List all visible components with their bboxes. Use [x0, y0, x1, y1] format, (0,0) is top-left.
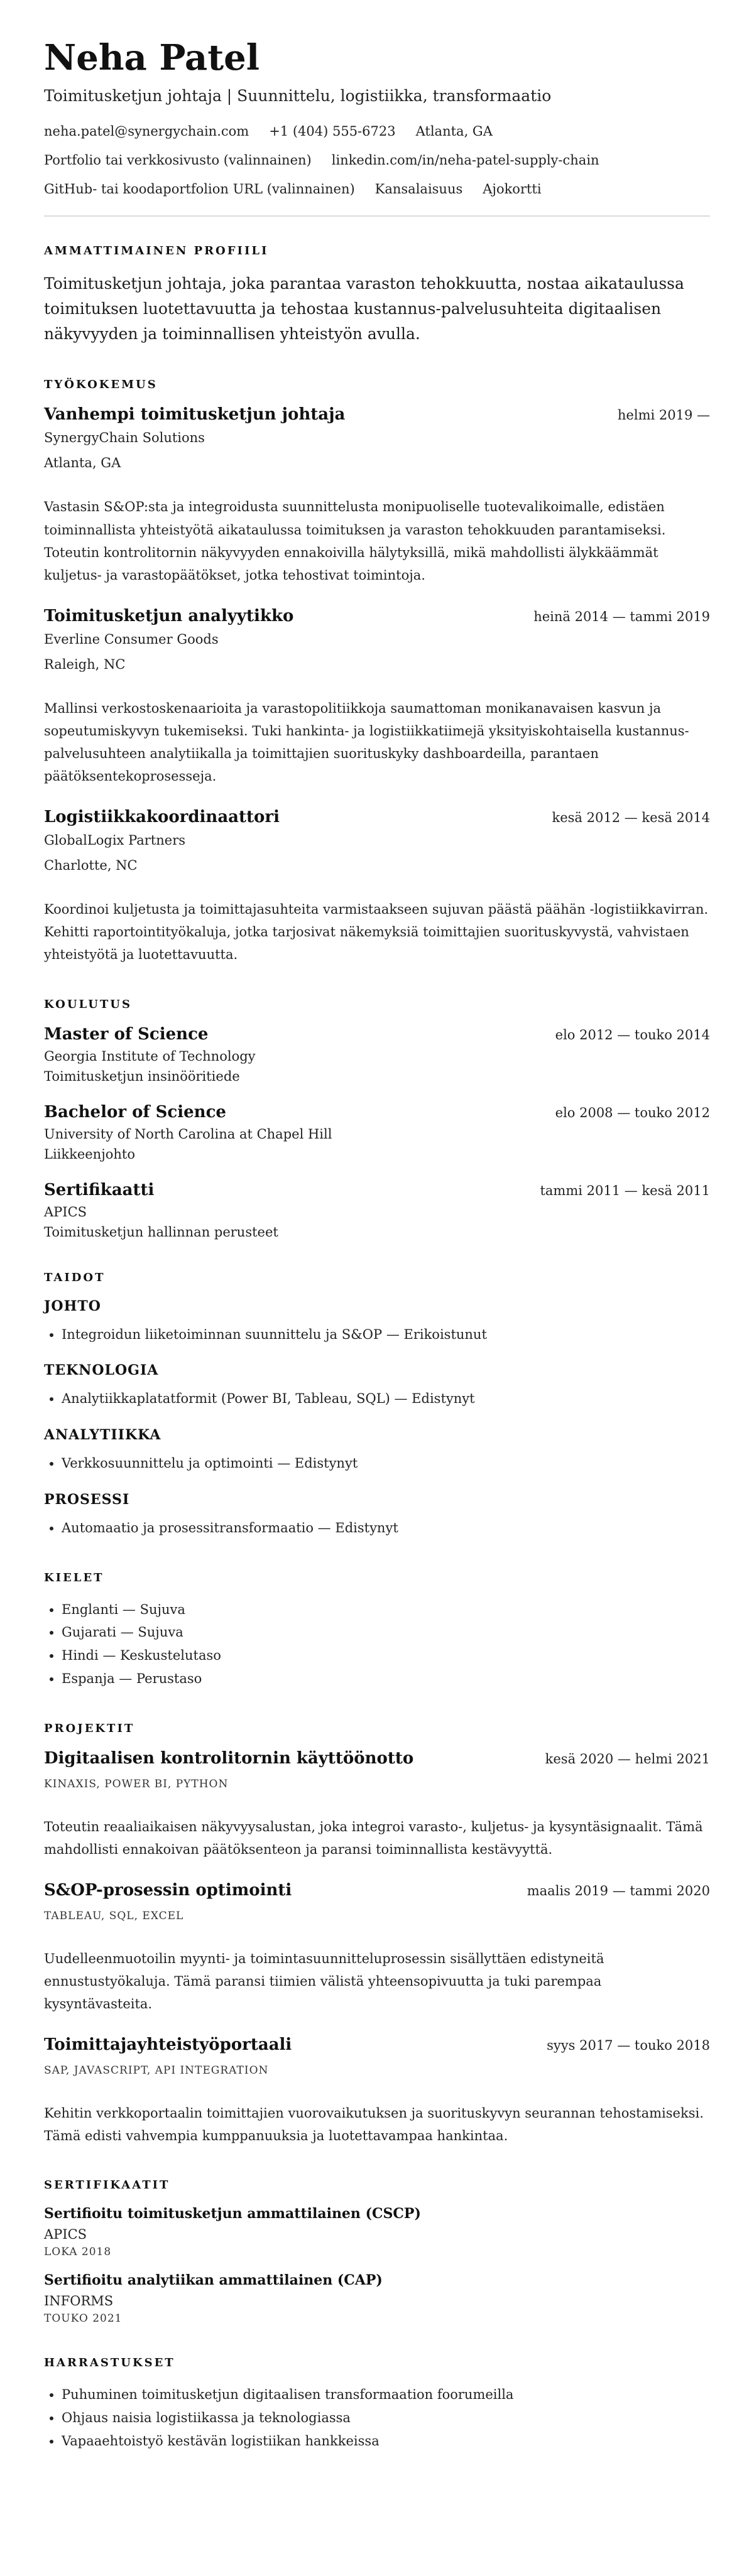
section-title-profile: AMMATTIMAINEN PROFIILI	[44, 244, 269, 258]
certification-date: TOUKO 2021	[44, 2312, 123, 2325]
contact-row-3	[44, 181, 710, 197]
job-location: Charlotte, NC	[44, 858, 138, 874]
degree-title: Sertifikaatti	[44, 1180, 155, 1199]
contact-drivers-license: Ajokortti	[483, 181, 542, 197]
section-title-projects: PROJEKTIT	[44, 1721, 135, 1735]
profile-section	[44, 244, 710, 347]
degree-field: Liikkeenjohto	[44, 1146, 135, 1162]
resume-header	[44, 38, 710, 197]
project-dates: maalis 2019 — tammi 2020	[527, 1883, 710, 1898]
section-title-certifications: SERTIFIKAATIT	[44, 2178, 170, 2192]
skill-list	[44, 1387, 710, 1410]
degree-dates: tammi 2011 — kesä 2011	[540, 1182, 710, 1198]
school-name: Georgia Institute of Technology	[44, 1048, 256, 1064]
job-location: Raleigh, NC	[44, 656, 126, 672]
language-item: • Hindi — Keskustelutaso	[62, 1644, 710, 1667]
job-description: Mallinsi verkostoskenaarioita ja varastopolitiikkoja saumattoman monikanavaisen kasvun ja sopeutumiskyvyn tukemiseksi. Tuki hankinta- ja logistiikkatiimejä yksityiskohtaisella kustannus-palvelusuhteen analytiikalla ja toimittajien suorituskyky dashboardeilla, parantaen päätöksentekoprosesseja.	[44, 700, 689, 784]
header-divider	[44, 215, 710, 217]
education-entry	[44, 1103, 710, 1162]
job-dates: heinä 2014 — tammi 2019	[533, 609, 710, 624]
project-entry	[44, 1881, 710, 2015]
degree-title: Bachelor of Science	[44, 1102, 226, 1122]
job-description: Vastasin S&OP:sta ja integroidusta suunnittelusta monipuoliselle tuotevalikoimalle, edistäen toiminnallista yhteistyötä aikataulussa toimituksen ja varaston tehokkuuden parantamiseksi. Toteutin kontrolitornin näkyvyyden ennakoivilla hälytyksillä, mikä mahdollisti älykkäämmät kuljetus- ja varastopäätökset, jotka tehostivat toimintoja.	[44, 499, 666, 583]
projects-section	[44, 1722, 710, 2148]
school-name: University of North Carolina at Chapel Hill	[44, 1126, 332, 1142]
hobby-item: • Ohjaus naisia logistiikassa ja teknologiassa	[62, 2406, 710, 2430]
skill-list	[44, 1323, 710, 1346]
school-name: APICS	[44, 1204, 87, 1220]
contact-portfolio[interactable]: Portfolio tai verkkosivusto (valinnainen)	[44, 153, 312, 168]
hobby-item: • Vapaaehtoistyö kestävän logistiikan hankkeissa	[62, 2430, 710, 2453]
hobbies-section	[44, 2356, 710, 2452]
job-title: Logistiikkakoordinaattori	[44, 808, 280, 827]
person-name: Neha Patel	[44, 37, 260, 78]
project-tech: SAP, JAVASCRIPT, API INTEGRATION	[44, 2064, 269, 2077]
skill-item: • Verkkosuunnittelu ja optimointi — Edistynyt	[62, 1452, 710, 1475]
profile-summary: Toimitusketjun johtaja, joka parantaa varaston tehokkuutta, nostaa aikataulussa toimituksen luotettavuutta ja tehostaa kustannus-palvelusuhteita digitaalisen näkyvyyden ja toiminnallisen yhteistyön avulla.	[44, 274, 684, 344]
skills-section	[44, 1271, 710, 1540]
certifications-section	[44, 2178, 710, 2325]
degree-dates: elo 2012 — touko 2014	[555, 1027, 710, 1042]
job-company: Everline Consumer Goods	[44, 631, 219, 647]
job-dates: helmi 2019 —	[617, 408, 710, 423]
project-entry	[44, 2035, 710, 2147]
headline: Toimitusketjun johtaja | Suunnittelu, logistiikka, transformaatio	[44, 87, 552, 106]
project-description: Kehitin verkkoportaalin toimittajien vuorovaikutuksen ja suorituskyvyn seurannan tehostamiseksi. Tämä edisti vahvempia kumppanuuksia ja luotettavampaa hankintaa.	[44, 2106, 704, 2144]
skill-list	[44, 1517, 710, 1540]
experience-entry	[44, 607, 710, 787]
project-dates: syys 2017 — touko 2018	[547, 2038, 710, 2054]
skill-item: • Automaatio ja prosessitransformaatio — Edistynyt	[62, 1517, 710, 1540]
contact-email[interactable]: neha.patel@synergychain.com	[44, 124, 249, 139]
certification-entry	[44, 2205, 710, 2258]
section-title-education: KOULUTUS	[44, 997, 132, 1011]
skill-item: • Analytiikkaplatatformit (Power BI, Tableau, SQL) — Edistynyt	[62, 1387, 710, 1410]
degree-dates: elo 2008 — touko 2012	[555, 1105, 710, 1120]
contact-github[interactable]: GitHub- tai koodaportfolion URL (valinnainen)	[44, 181, 355, 197]
job-title: Toimitusketjun analyytikko	[44, 606, 294, 625]
project-name: Toimittajayhteistyöportaali	[44, 2035, 292, 2055]
certification-name: Sertifioitu toimitusketjun ammattilainen (CSCP)	[44, 2205, 421, 2222]
skill-category: TEKNOLOGIA	[44, 1362, 159, 1379]
skill-item: • Integroidun liiketoiminnan suunnittelu ja S&OP — Erikoistunut	[62, 1323, 710, 1346]
project-name: Digitaalisen kontrolitornin käyttöönotto	[44, 1748, 414, 1768]
skill-category: JOHTO	[44, 1297, 101, 1314]
project-tech: TABLEAU, SQL, EXCEL	[44, 1909, 184, 1922]
job-dates: kesä 2012 — kesä 2014	[552, 810, 710, 826]
job-location: Atlanta, GA	[44, 455, 121, 471]
language-list	[44, 1598, 710, 1691]
job-company: SynergyChain Solutions	[44, 430, 205, 446]
project-dates: kesä 2020 — helmi 2021	[545, 1751, 710, 1767]
section-title-experience: TYÖKOKEMUS	[44, 378, 158, 392]
certification-name: Sertifioitu analytiikan ammattilainen (CAP)	[44, 2272, 383, 2289]
language-item: • Englanti — Sujuva	[62, 1598, 710, 1621]
experience-entry	[44, 808, 710, 966]
section-title-skills: TAIDOT	[44, 1270, 106, 1284]
contact-row-2	[44, 153, 710, 168]
hobby-item: • Puhuminen toimitusketjun digitaalisen transformaation foorumeilla	[62, 2383, 710, 2406]
certification-issuer: INFORMS	[44, 2293, 114, 2309]
certification-issuer: APICS	[44, 2227, 87, 2243]
certification-entry	[44, 2272, 710, 2325]
degree-field: Toimitusketjun hallinnan perusteet	[44, 1224, 278, 1240]
contact-location: Atlanta, GA	[415, 124, 493, 139]
job-description: Koordinoi kuljetusta ja toimittajasuhteita varmistaakseen sujuvan päästä päähän -logistiikkavirran. Kehitti raportointityökaluja, jotka tarjosivat näkemyksiä toimittajien suorituskyvystä, vahvistaen yhteistyötä ja luotettavuutta.	[44, 902, 709, 963]
project-description: Uudelleenmuotoilin myynti- ja toimintasuunnitteluprosessin sisällyttäen edistyneitä ennustustyökaluja. Tämä paransi tiimien välistä yhteensopivuutta ja tuki parempaa kysyntävasteita.	[44, 1951, 604, 2012]
hobby-list	[44, 2383, 710, 2452]
contact-citizenship: Kansalaisuus	[374, 181, 463, 197]
section-title-languages: KIELET	[44, 1571, 104, 1584]
education-entry	[44, 1025, 710, 1084]
skill-category: PROSESSI	[44, 1491, 130, 1508]
job-company: GlobalLogix Partners	[44, 833, 186, 848]
contact-row-1	[44, 124, 710, 139]
section-title-hobbies: HARRASTUKSET	[44, 2356, 175, 2370]
skill-category: ANALYTIIKKA	[44, 1427, 161, 1444]
education-entry	[44, 1181, 710, 1240]
contact-phone[interactable]: +1 (404) 555-6723	[269, 124, 396, 139]
degree-title: Master of Science	[44, 1024, 209, 1044]
certification-date: LOKA 2018	[44, 2246, 112, 2259]
skill-list	[44, 1452, 710, 1475]
degree-field: Toimitusketjun insinööritiede	[44, 1068, 240, 1084]
experience-entry	[44, 405, 710, 586]
experience-section	[44, 378, 710, 966]
language-item: • Espanja — Perustaso	[62, 1667, 710, 1691]
contact-linkedin[interactable]: linkedin.com/in/neha-patel-supply-chain	[331, 153, 599, 168]
project-tech: KINAXIS, POWER BI, PYTHON	[44, 1777, 229, 1790]
project-entry	[44, 1749, 710, 1861]
project-description: Toteutin reaaliaikaisen näkyvyysalustan, joka integroi varasto-, kuljetus- ja kysyntäsignaalit. Tämä mahdollisti ennakoivan päätöksenteon ja paransi toiminnallista kestävyyttä.	[44, 1819, 703, 1857]
languages-section	[44, 1571, 710, 1691]
education-section	[44, 998, 710, 1240]
job-title: Vanhempi toimitusketjun johtaja	[44, 405, 346, 425]
language-item: • Gujarati — Sujuva	[62, 1621, 710, 1644]
project-name: S&OP-prosessin optimointi	[44, 1880, 292, 1900]
